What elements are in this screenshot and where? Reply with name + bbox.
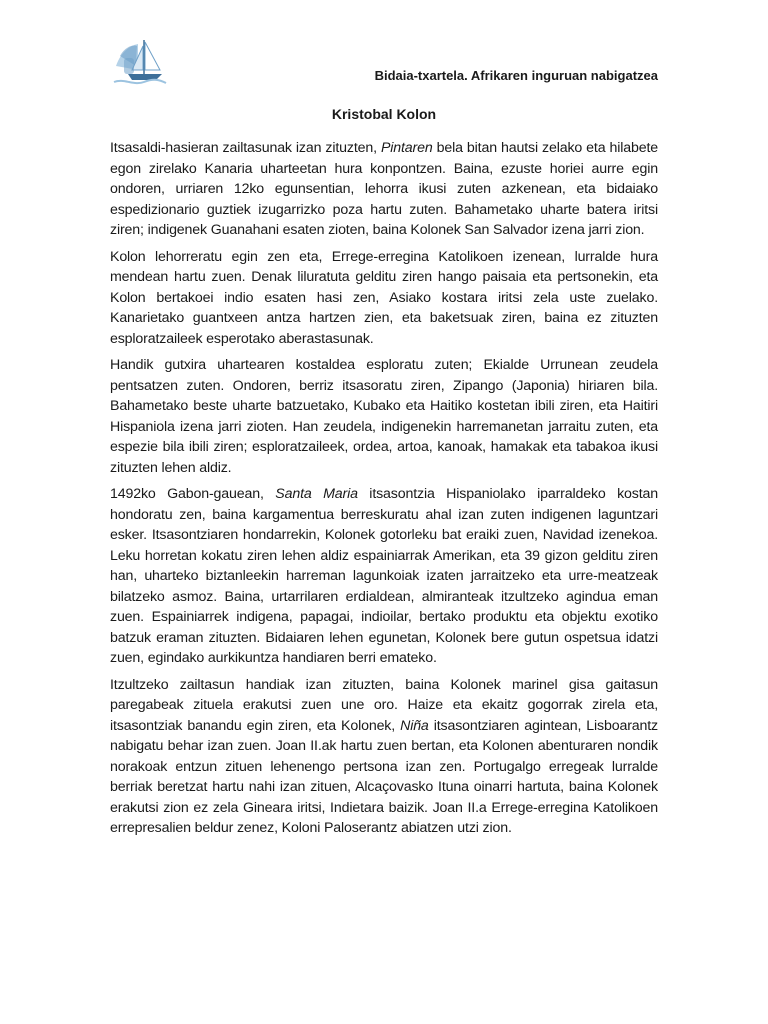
paragraph [110, 675, 658, 839]
paragraph [110, 138, 658, 241]
sailboat-logo-icon [110, 36, 168, 88]
paragraph [110, 484, 658, 669]
paragraph-text: itsasontziaren agintean, Lisboarantz nabigatu behar izan zuen. Joan II.ak hartu zuen bertan, eta Kolonen abenturaren nondik norakoak entzun zituen lehenengo pertsona izan zen. Portugalgo erregeak lurralde berriak beretzat hartu nahi izan zituen, Alcaçovasko Ituna oinarri hartuta, baina Kolonek erakutsi zion ez zela Gineara iritsi, Indietara baizik. Joan II.a Errege-erregina Katolikoen errepresalien beldur zenez, Koloni Paloserantz abiatzen utzi zion. [110, 717, 658, 836]
document-title: Kristobal Kolon [331, 106, 437, 122]
paragraph-text: Handik gutxira uhartearen kostaldea esploratu zuten; Ekialde Urrunean zeudela pentsatzen zuten. Ondoren, berriz itsasoratu ziren, Zipango (Japonia) hiriaren bila. Bahametako beste uharte batzuetako, Kubako eta Haitiko kostetan ibili ziren, eta Haitiri Hispaniola izena jarri zioten. Han zeudela, indigenekin harremanetan jarraitu zuten, eta espezie bila ibili ziren; esploratzaileek, ordea, artoa, kanoak, hamakak eta tabakoa ikusi zituzten lehen aldiz. [110, 357, 658, 476]
paragraph [110, 355, 658, 478]
paragraph-text: Kolon lehorreratu egin zen eta, Errege-erregina Katolikoen izenean, lurralde hura mendean hartu zuen. Denak liluratuta gelditu ziren hango paisaia eta pertsonekin, eta Kolon bertakoei indio esaten hasi zen, Asiako kostara iritsi zela uste zuelako. Kanarietako guantxeen antza hartzen zien, eta baketsuak ziren, baina ez zituzten esploratzaileek esperotako aberastasunak. [110, 248, 658, 347]
paragraph-text: bela bitan hautsi zelako eta hilabete egon zirelako Kanaria uharteetan hura konpontzen. Baina, ezuste horiei aurre egin ondoren, urriaren 12ko egunsentian, lehorra ikusi zuten azkenean, eta bidaiako espedizionario guztiek izugarrizko poza hartu zuten. Bahametako uharte batera iritsi ziren; indigenek Guanahani esaten zioten, baina Kolonek San Salvador izena jarri zion. [110, 140, 658, 238]
document-body [110, 138, 658, 845]
header-title: Bidaia-txartela. Afrikaren inguruan nabigatzea [374, 68, 658, 83]
paragraph-text: 1492ko Gabon-gauean, [110, 486, 276, 502]
paragraph [110, 247, 658, 350]
italic-ship-name: Pintaren [380, 140, 433, 156]
italic-ship-name: Santa Maria [275, 486, 358, 502]
paragraph-text: itsasontzia Hispaniolako iparraldeko kostan hondoratu zen, baina kargamentua berreskuratu ahal izan zuten indigenen laguntzari esker. Itsasontziaren hondarrekin, Kolonek gotorleku bat eraiki zuen, Navidad izenekoa. Leku horretan kokatu ziren lehen aldiz espainiarrak Amerikan, eta 39 gizon gelditu ziren han, uharteko biztanleekin harreman lagunkoiak izaten jarraitzeko eta urre-meatzeak bilatzeko asmoz. Baina, urtarrilaren erdialdean, almiranteak itzultzeko agindua eman zuen. Espainiarrek indigena, papagai, indioilar, bertako produktu eta objektu exotiko batzuk eraman zituzten. Bidaiaren lehen egunetan, Kolonek bere gutun ospetsua idatzi zuen, egindako aurkikuntza handiaren berri emateko. [110, 486, 659, 666]
italic-ship-name: Niña [400, 717, 429, 734]
paragraph-text: Itsasaldi-hasieran zailtasunak izan zituzten, [110, 140, 381, 156]
paragraph-text: Itzultzeko zailtasun handiak izan zituzten, baina Kolonek marinel gisa gaitasun paregabeak zituela erakutsi zuen une oro. Haize eta ekaitz gogorrak zirela eta, itsasontziak banandu egin ziren, eta Kolonek, [110, 676, 658, 734]
